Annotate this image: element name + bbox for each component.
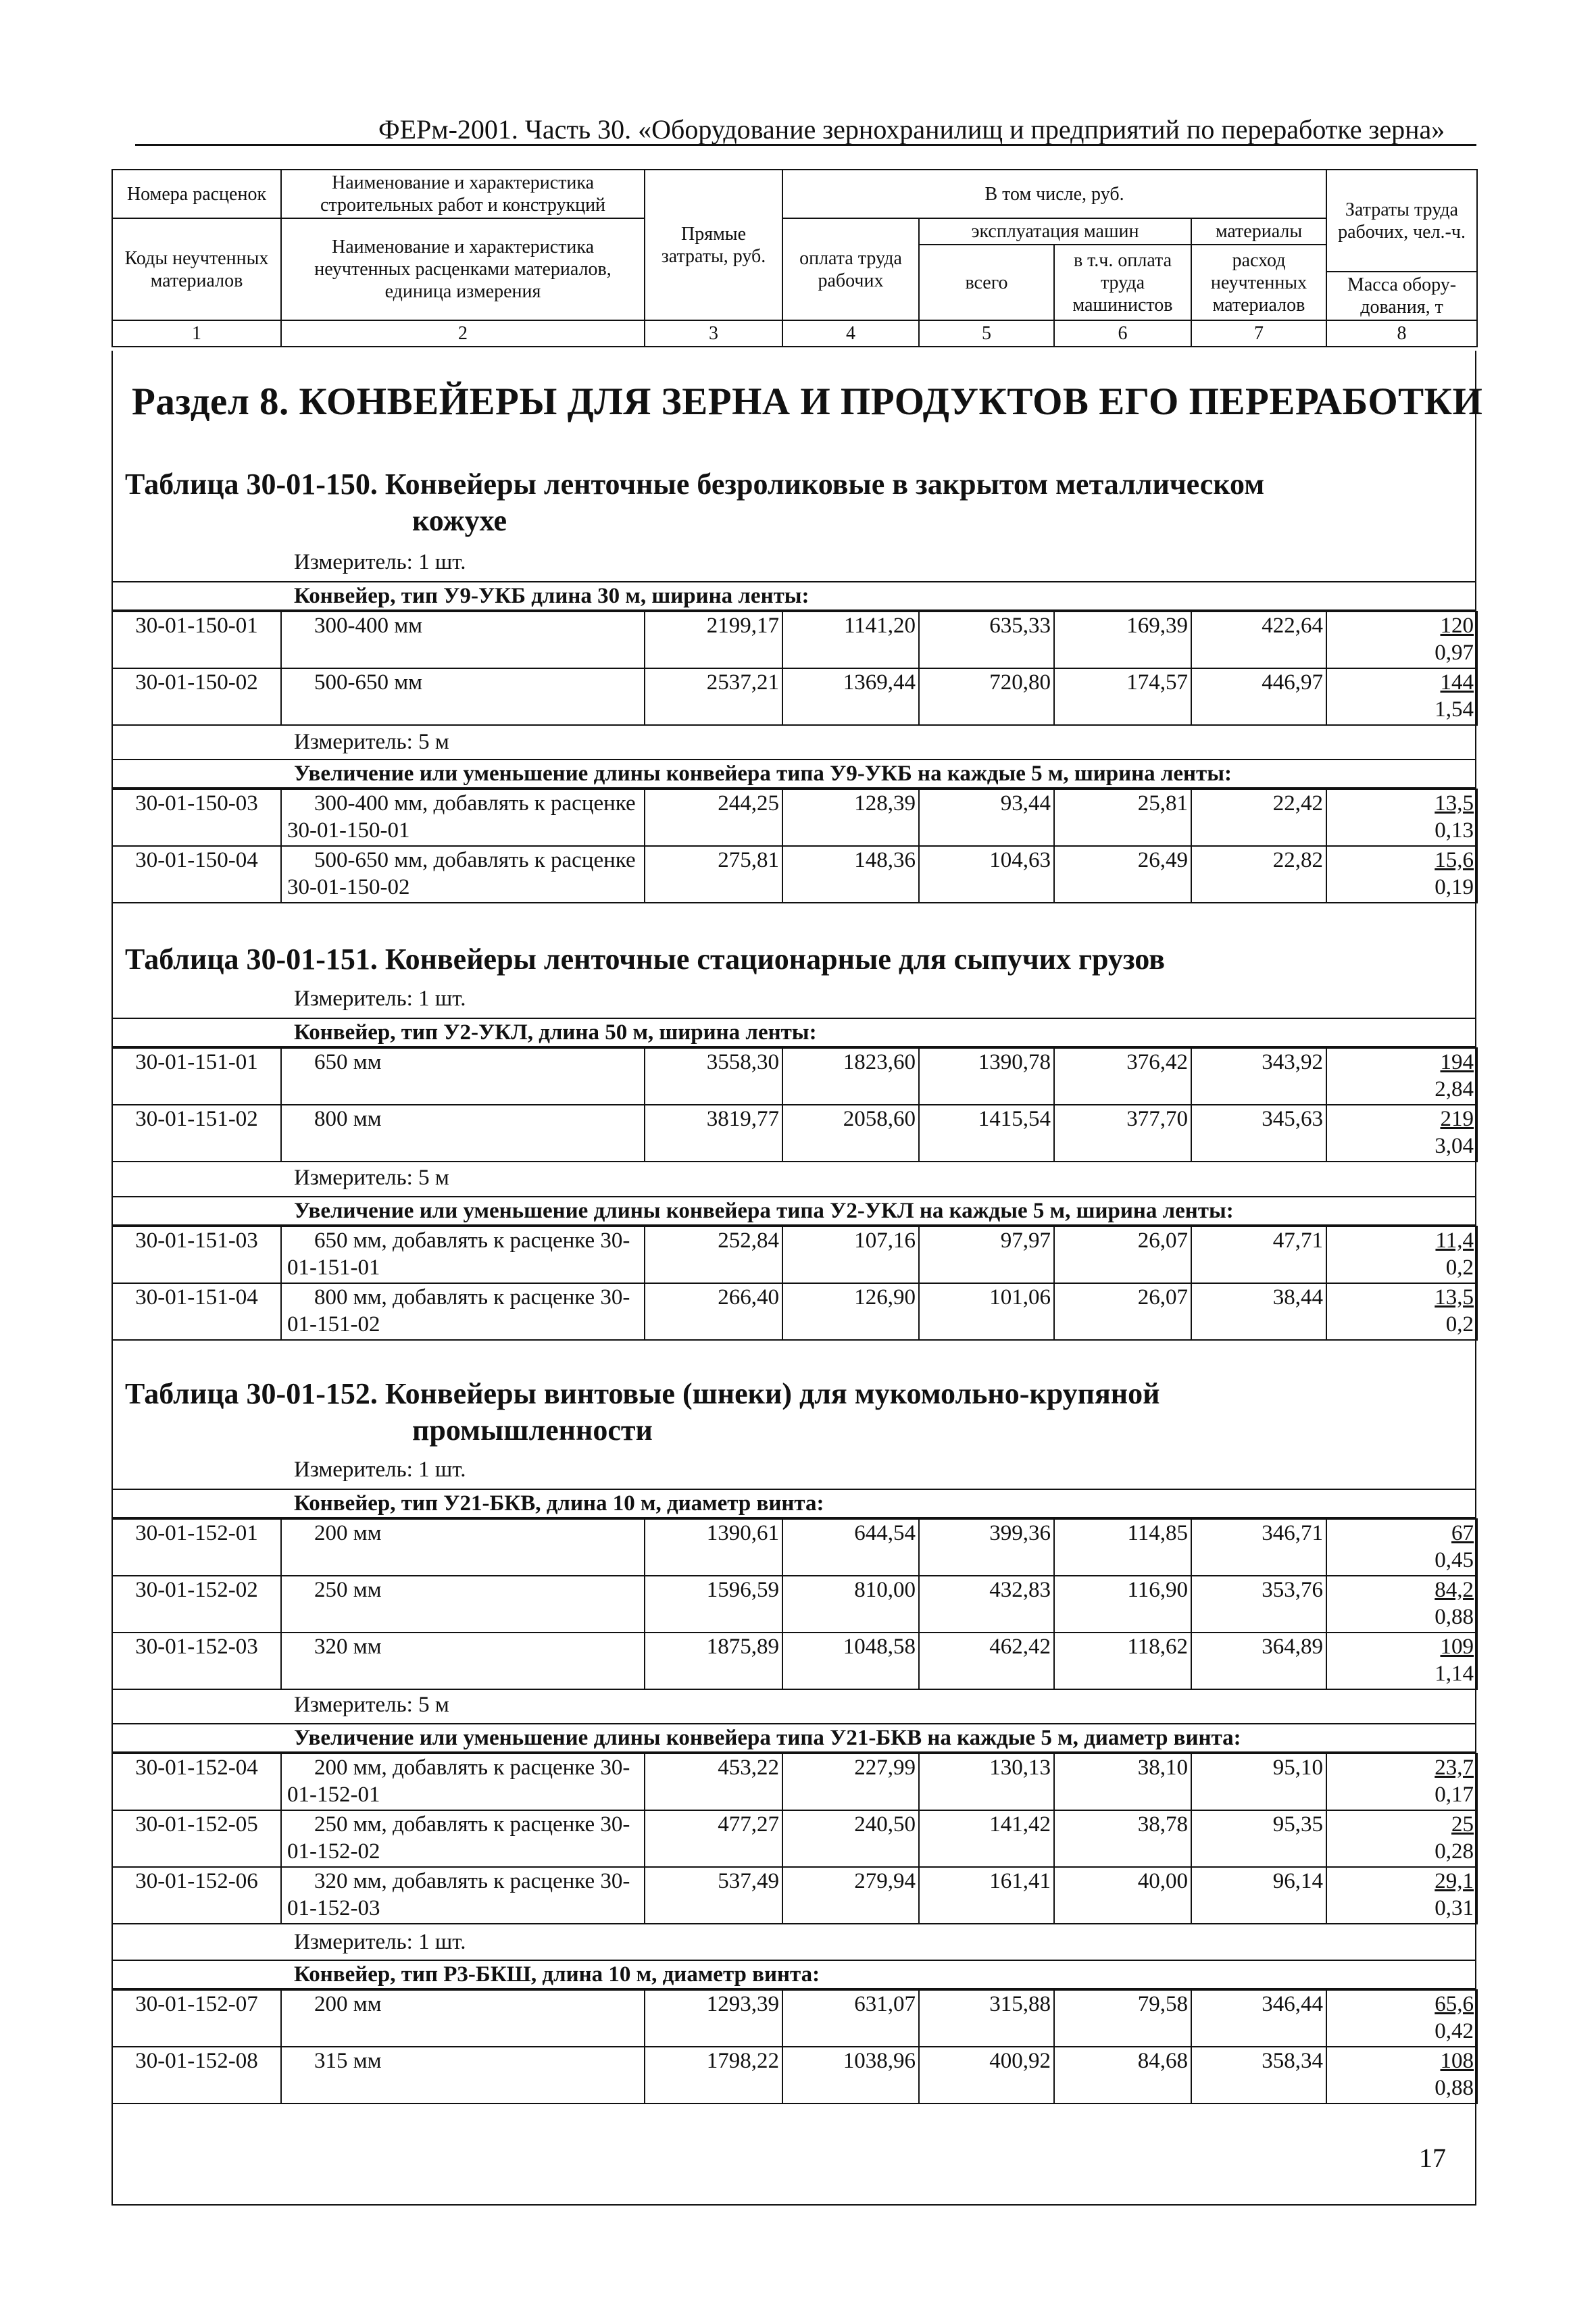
operators-pay: 26,49: [1054, 846, 1191, 903]
direct-costs: 2537,21: [645, 668, 782, 725]
table-row: [112, 1519, 1477, 1576]
labor-hours: 25: [1451, 1812, 1474, 1837]
rate-name: 650 мм, добавлять к расценке 30-01-151-01: [281, 1226, 645, 1283]
materials-cost: 343,92: [1191, 1048, 1326, 1105]
labor-pay: 644,54: [782, 1519, 919, 1576]
labor-pay: 148,36: [782, 846, 919, 903]
materials-cost: 96,14: [1191, 1867, 1326, 1924]
table-title-152-line2: промышленности: [412, 1413, 653, 1447]
operators-pay: 38,10: [1054, 1753, 1191, 1810]
rate-name: 250 мм, добавлять к расценке 30-01-152-02: [281, 1810, 645, 1867]
operators-pay: 114,85: [1054, 1519, 1191, 1576]
hdr-num: 6: [1054, 320, 1191, 347]
operators-pay: 377,70: [1054, 1105, 1191, 1162]
direct-costs: 1596,59: [645, 1576, 782, 1633]
labor-hours-and-mass: [1326, 1226, 1477, 1283]
rate-table: [111, 1226, 1478, 1341]
labor-pay: 107,16: [782, 1226, 919, 1283]
machines-total: 1415,54: [919, 1105, 1054, 1162]
hdr-c8-bottom: Масса обору-дования, т: [1326, 272, 1477, 320]
rate-table: [111, 1047, 1478, 1162]
table-title-150-line1: Таблица 30-01-150. Конвейеры ленточные безроликовые в закрытом металлическом: [125, 468, 1265, 501]
table-row: [112, 2047, 1477, 2104]
measurer: Измеритель: 5 м: [294, 730, 449, 754]
labor-hours-and-mass: [1326, 668, 1477, 725]
hdr-num: 2: [281, 320, 645, 347]
labor-pay: 1369,44: [782, 668, 919, 725]
hdr-c7: расход неучтенных материалов: [1191, 245, 1326, 320]
table-row: [112, 1576, 1477, 1633]
labor-hours: 23,7: [1435, 1756, 1474, 1780]
hdr-c8-top: Затраты труда рабочих, чел.-ч.: [1326, 170, 1477, 272]
operators-pay: 376,42: [1054, 1048, 1191, 1105]
direct-costs: 275,81: [645, 846, 782, 903]
equipment-mass: 0,13: [1435, 818, 1474, 843]
rate-name: 500-650 мм: [281, 668, 645, 725]
machines-total: 315,88: [919, 1990, 1054, 2047]
rate-code: 30-01-150-03: [112, 789, 281, 846]
equipment-mass: 0,19: [1435, 875, 1474, 899]
equipment-mass: 0,17: [1435, 1783, 1474, 1807]
labor-hours-and-mass: [1326, 1753, 1477, 1810]
labor-hours-and-mass: [1326, 1990, 1477, 2047]
running-header: ФЕРм-2001. Часть 30. «Оборудование зернохранилищ и предприятий по переработке зерна»: [378, 114, 1445, 145]
direct-costs: 3819,77: [645, 1105, 782, 1162]
materials-cost: 95,10: [1191, 1753, 1326, 1810]
labor-hours: 109: [1440, 1635, 1474, 1659]
operators-pay: 174,57: [1054, 668, 1191, 725]
rate-name: 320 мм, добавлять к расценке 30-01-152-03: [281, 1867, 645, 1924]
labor-pay: 631,07: [782, 1990, 919, 2047]
equipment-mass: 0,88: [1435, 2076, 1474, 2100]
materials-cost: 345,63: [1191, 1105, 1326, 1162]
machines-total: 432,83: [919, 1576, 1054, 1633]
header-rule: [135, 144, 1476, 146]
rate-table: [111, 611, 1478, 726]
direct-costs: 453,22: [645, 1753, 782, 1810]
machines-total: 399,36: [919, 1519, 1054, 1576]
page-number: 17: [1419, 2143, 1446, 2173]
direct-costs: 1875,89: [645, 1633, 782, 1689]
labor-hours: 11,4: [1435, 1228, 1474, 1253]
materials-cost: 358,34: [1191, 2047, 1326, 2104]
table-row: [112, 612, 1477, 668]
materials-cost: 38,44: [1191, 1283, 1326, 1340]
machines-total: 130,13: [919, 1753, 1054, 1810]
group-band: Увеличение или уменьшение длины конвейера типа У2-УКЛ на каждые 5 м, ширина ленты:: [111, 1196, 1476, 1226]
rate-name: 800 мм, добавлять к расценке 30-01-151-02: [281, 1283, 645, 1340]
materials-cost: 22,82: [1191, 846, 1326, 903]
measurer: Измеритель: 1 шт.: [294, 987, 466, 1011]
measurer: Измеритель: 5 м: [294, 1166, 449, 1190]
labor-hours: 120: [1440, 614, 1474, 638]
machines-total: 93,44: [919, 789, 1054, 846]
rate-code: 30-01-152-05: [112, 1810, 281, 1867]
labor-pay: 1823,60: [782, 1048, 919, 1105]
rate-name: 200 мм: [281, 1519, 645, 1576]
measurer: Измеритель: 5 м: [294, 1693, 449, 1717]
table-row: [112, 1105, 1477, 1162]
labor-hours: 65,6: [1435, 1992, 1474, 2016]
rate-code: 30-01-151-04: [112, 1283, 281, 1340]
labor-hours: 144: [1440, 670, 1474, 695]
operators-pay: 79,58: [1054, 1990, 1191, 2047]
group-band: Конвейер, тип У9-УКБ длина 30 м, ширина ленты:: [111, 581, 1476, 611]
table-row: [112, 1810, 1477, 1867]
labor-hours-and-mass: [1326, 1283, 1477, 1340]
hdr-c3: Прямые затраты, руб.: [645, 170, 782, 320]
hdr-materials: материалы: [1191, 218, 1326, 245]
machines-total: 720,80: [919, 668, 1054, 725]
operators-pay: 116,90: [1054, 1576, 1191, 1633]
labor-hours: 29,1: [1435, 1869, 1474, 1893]
materials-cost: 446,97: [1191, 668, 1326, 725]
rate-table: [111, 1518, 1478, 1690]
machines-total: 400,92: [919, 2047, 1054, 2104]
rate-code: 30-01-152-04: [112, 1753, 281, 1810]
rate-code: 30-01-152-03: [112, 1633, 281, 1689]
hdr-num: 7: [1191, 320, 1326, 347]
labor-hours: 84,2: [1435, 1578, 1474, 1602]
table-title-152-line1: Таблица 30-01-152. Конвейеры винтовые (шнеки) для мукомольно-крупяной: [125, 1377, 1160, 1410]
measurer: Измеритель: 1 шт.: [294, 550, 466, 574]
hdr-num: 3: [645, 320, 782, 347]
section-title: Раздел 8. КОНВЕЙЕРЫ ДЛЯ ЗЕРНА И ПРОДУКТОВ ЕГО ПЕРЕРАБОТКИ: [132, 380, 1483, 423]
table-row: [112, 789, 1477, 846]
rate-name: 500-650 мм, добавлять к расценке 30-01-150-02: [281, 846, 645, 903]
labor-hours-and-mass: [1326, 1519, 1477, 1576]
rate-code: 30-01-152-07: [112, 1990, 281, 2047]
table-title-152: [125, 1376, 1160, 1448]
hdr-machines: эксплуатация машин: [919, 218, 1191, 245]
rate-code: 30-01-151-02: [112, 1105, 281, 1162]
labor-hours-and-mass: [1326, 1105, 1477, 1162]
labor-pay: 227,99: [782, 1753, 919, 1810]
labor-hours-and-mass: [1326, 1633, 1477, 1689]
labor-hours: 194: [1440, 1050, 1474, 1074]
group-band: Конвейер, тип У21-БКВ, длина 10 м, диаметр винта:: [111, 1489, 1476, 1518]
rate-code: 30-01-152-08: [112, 2047, 281, 2104]
labor-pay: 126,90: [782, 1283, 919, 1340]
labor-hours-and-mass: [1326, 1576, 1477, 1633]
labor-pay: 1048,58: [782, 1633, 919, 1689]
rate-name: 650 мм: [281, 1048, 645, 1105]
machines-total: 141,42: [919, 1810, 1054, 1867]
rate-name: 315 мм: [281, 2047, 645, 2104]
labor-hours: 219: [1440, 1107, 1474, 1131]
labor-pay: 240,50: [782, 1810, 919, 1867]
machines-total: 635,33: [919, 612, 1054, 668]
hdr-c2-top: Наименование и характеристика строительных работ и конструкций: [281, 170, 645, 218]
labor-hours-and-mass: [1326, 2047, 1477, 2104]
machines-total: 161,41: [919, 1867, 1054, 1924]
table-row: [112, 1226, 1477, 1283]
table-title-151-line1: Таблица 30-01-151. Конвейеры ленточные стационарные для сыпучих грузов: [125, 943, 1165, 976]
labor-hours-and-mass: [1326, 1867, 1477, 1924]
labor-hours: 13,5: [1435, 791, 1474, 816]
measurer: Измеритель: 1 шт.: [294, 1930, 466, 1954]
rate-code: 30-01-150-01: [112, 612, 281, 668]
materials-cost: 346,44: [1191, 1990, 1326, 2047]
hdr-c4: оплата труда рабочих: [782, 218, 919, 320]
direct-costs: 266,40: [645, 1283, 782, 1340]
equipment-mass: 1,54: [1435, 697, 1474, 722]
direct-costs: 244,25: [645, 789, 782, 846]
hdr-num: 5: [919, 320, 1054, 347]
direct-costs: 1798,22: [645, 2047, 782, 2104]
direct-costs: 1293,39: [645, 1990, 782, 2047]
rate-code: 30-01-150-02: [112, 668, 281, 725]
materials-cost: 353,76: [1191, 1576, 1326, 1633]
materials-cost: 47,71: [1191, 1226, 1326, 1283]
rate-name: 300-400 мм: [281, 612, 645, 668]
group-band: Конвейер, тип Р3-БКШ, длина 10 м, диаметр винта:: [111, 1960, 1476, 1989]
rate-name: 300-400 мм, добавлять к расценке 30-01-150-01: [281, 789, 645, 846]
column-header-table: [111, 169, 1478, 347]
hdr-including: В том числе, руб.: [782, 170, 1326, 218]
labor-pay: 1141,20: [782, 612, 919, 668]
labor-hours: 67: [1451, 1521, 1474, 1545]
hdr-num: 8: [1326, 320, 1477, 347]
direct-costs: 252,84: [645, 1226, 782, 1283]
table-row: [112, 1283, 1477, 1340]
materials-cost: 422,64: [1191, 612, 1326, 668]
table-row: [112, 1867, 1477, 1924]
labor-pay: 128,39: [782, 789, 919, 846]
rate-code: 30-01-151-03: [112, 1226, 281, 1283]
table-row: [112, 1753, 1477, 1810]
rate-name: 800 мм: [281, 1105, 645, 1162]
operators-pay: 25,81: [1054, 789, 1191, 846]
rate-code: 30-01-151-01: [112, 1048, 281, 1105]
rate-name: 320 мм: [281, 1633, 645, 1689]
direct-costs: 477,27: [645, 1810, 782, 1867]
rate-name: 200 мм, добавлять к расценке 30-01-152-01: [281, 1753, 645, 1810]
machines-total: 1390,78: [919, 1048, 1054, 1105]
hdr-c1-top: Номера расценок: [112, 170, 281, 218]
rate-table: [111, 1989, 1478, 2104]
materials-cost: 346,71: [1191, 1519, 1326, 1576]
equipment-mass: 2,84: [1435, 1077, 1474, 1101]
rate-code: 30-01-152-06: [112, 1867, 281, 1924]
equipment-mass: 0,42: [1435, 2019, 1474, 2043]
materials-cost: 95,35: [1191, 1810, 1326, 1867]
measurer: Измеритель: 1 шт.: [294, 1458, 466, 1482]
equipment-mass: 0,45: [1435, 1548, 1474, 1572]
machines-total: 104,63: [919, 846, 1054, 903]
rate-name: 200 мм: [281, 1990, 645, 2047]
rate-table: [111, 1753, 1478, 1924]
table-row: [112, 668, 1477, 725]
direct-costs: 1390,61: [645, 1519, 782, 1576]
group-band: Увеличение или уменьшение длины конвейера типа У9-УКБ на каждые 5 м, ширина ленты:: [111, 759, 1476, 789]
equipment-mass: 0,2: [1445, 1312, 1474, 1337]
labor-hours-and-mass: [1326, 846, 1477, 903]
rate-name: 250 мм: [281, 1576, 645, 1633]
hdr-c6: в т.ч. оплата труда машинистов: [1054, 245, 1191, 320]
equipment-mass: 3,04: [1435, 1134, 1474, 1158]
machines-total: 101,06: [919, 1283, 1054, 1340]
labor-hours: 13,5: [1435, 1285, 1474, 1310]
direct-costs: 3558,30: [645, 1048, 782, 1105]
table-row: [112, 846, 1477, 903]
materials-cost: 364,89: [1191, 1633, 1326, 1689]
table-row: [112, 1990, 1477, 2047]
labor-hours-and-mass: [1326, 789, 1477, 846]
equipment-mass: 0,31: [1435, 1896, 1474, 1920]
equipment-mass: 1,14: [1435, 1662, 1474, 1686]
equipment-mass: 0,28: [1435, 1839, 1474, 1864]
labor-hours-and-mass: [1326, 1048, 1477, 1105]
group-band: Увеличение или уменьшение длины конвейера типа У21-БКВ на каждые 5 м, диаметр винта:: [111, 1723, 1476, 1753]
rate-code: 30-01-152-01: [112, 1519, 281, 1576]
labor-pay: 2058,60: [782, 1105, 919, 1162]
labor-hours: 15,6: [1435, 848, 1474, 872]
hdr-c2-bottom: Наименование и характеристика неучтенных расценками материалов, единица измерения: [281, 218, 645, 320]
machines-total: 462,42: [919, 1633, 1054, 1689]
rate-code: 30-01-152-02: [112, 1576, 281, 1633]
operators-pay: 169,39: [1054, 612, 1191, 668]
equipment-mass: 0,2: [1445, 1255, 1474, 1280]
operators-pay: 26,07: [1054, 1283, 1191, 1340]
labor-hours-and-mass: [1326, 612, 1477, 668]
materials-cost: 22,42: [1191, 789, 1326, 846]
table-row: [112, 1633, 1477, 1689]
machines-total: 97,97: [919, 1226, 1054, 1283]
table-title-150: [125, 466, 1264, 539]
labor-hours-and-mass: [1326, 1810, 1477, 1867]
rate-code: 30-01-150-04: [112, 846, 281, 903]
hdr-num: 4: [782, 320, 919, 347]
table-title-151: [125, 941, 1165, 978]
table-title-150-line2: кожухе: [412, 503, 507, 537]
table-row: [112, 1048, 1477, 1105]
hdr-c5: всего: [919, 245, 1054, 320]
rate-table: [111, 789, 1478, 903]
hdr-num: 1: [112, 320, 281, 347]
operators-pay: 40,00: [1054, 1867, 1191, 1924]
labor-hours: 108: [1440, 2049, 1474, 2073]
direct-costs: 537,49: [645, 1867, 782, 1924]
direct-costs: 2199,17: [645, 612, 782, 668]
operators-pay: 38,78: [1054, 1810, 1191, 1867]
operators-pay: 118,62: [1054, 1633, 1191, 1689]
equipment-mass: 0,88: [1435, 1605, 1474, 1629]
group-band: Конвейер, тип У2-УКЛ, длина 50 м, ширина ленты:: [111, 1018, 1476, 1047]
hdr-c1-bottom: Коды неучтенных материалов: [112, 218, 281, 320]
operators-pay: 26,07: [1054, 1226, 1191, 1283]
labor-pay: 1038,96: [782, 2047, 919, 2104]
equipment-mass: 0,97: [1435, 641, 1474, 665]
labor-pay: 810,00: [782, 1576, 919, 1633]
labor-pay: 279,94: [782, 1867, 919, 1924]
operators-pay: 84,68: [1054, 2047, 1191, 2104]
